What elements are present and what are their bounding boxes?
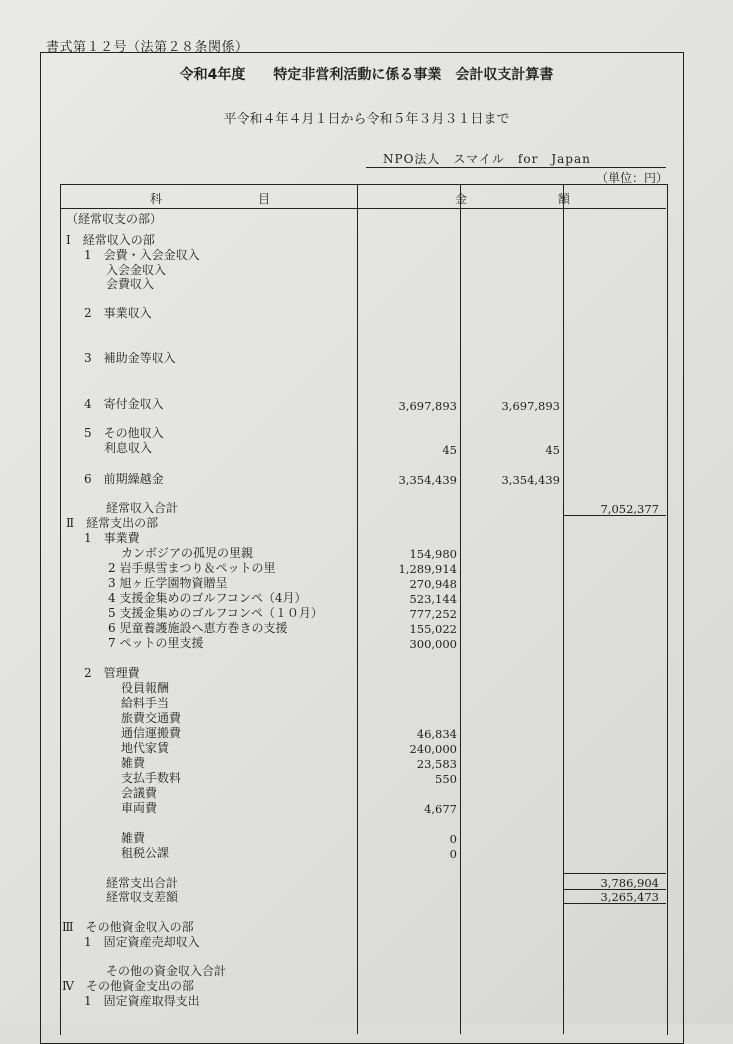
business-expense-amount: 523,144 xyxy=(409,592,457,606)
interest-amount-2: 45 xyxy=(545,443,560,457)
business-expense-label: 6 児童養護施設へ恵方巻きの支援 xyxy=(108,621,288,635)
misc-expense-amount: 0 xyxy=(449,832,457,846)
business-expense-amount: 300,000 xyxy=(409,637,457,651)
other-income-total-label: その他の資金収入合計 xyxy=(106,964,227,978)
income-item-interest: 利息収入 xyxy=(104,441,153,455)
header-divider xyxy=(60,208,666,209)
business-expense-label: 3 旭ヶ丘学園物資贈呈 xyxy=(108,576,228,590)
income-total-amount: 7,052,377 xyxy=(600,502,659,516)
income-heading: Ⅰ 経常収入の部 xyxy=(66,233,155,247)
donation-amount-1: 3,697,893 xyxy=(398,399,457,413)
expense-heading: Ⅱ 経常支出の部 xyxy=(66,516,159,530)
carryover-amount-2: 3,354,439 xyxy=(501,473,560,487)
other-expense-item: 1 固定資産取得支出 xyxy=(84,994,200,1008)
column-divider-amount-2 xyxy=(563,184,564,1034)
other-income-item: 1 固定資産売却収入 xyxy=(84,935,200,949)
admin-expense-label: 地代家賃 xyxy=(121,741,170,755)
interest-amount-1: 45 xyxy=(442,443,457,457)
business-expense-amount: 155,022 xyxy=(409,622,457,636)
misc-expense-label: 雑費 xyxy=(121,831,146,845)
business-expense-label: 5 支援金集めのゴルフコンペ（１０月） xyxy=(108,606,323,620)
admin-expense-label: 支払手数料 xyxy=(121,771,182,785)
business-expense-label: 7 ペットの里支援 xyxy=(108,636,204,650)
admin-expense-label: 旅費交通費 xyxy=(121,711,182,725)
organization-underline xyxy=(366,167,666,168)
admin-expense-amount: 46,834 xyxy=(416,727,457,741)
balance-underline xyxy=(563,903,666,904)
admin-expense-amount: 550 xyxy=(435,772,457,786)
column-divider-subject xyxy=(357,184,358,1034)
other-expense-heading: Ⅳ その他資金支出の部 xyxy=(62,979,194,993)
business-expense-label: 4 支援金集めのゴルフコンペ（4月） xyxy=(108,591,307,605)
business-expense-label: カンボジアの孤児の里親 xyxy=(121,546,254,560)
column-divider-amount-1 xyxy=(460,184,461,1034)
income-total-label: 経常収入合計 xyxy=(106,501,179,515)
income-item-subsidy: 3 補助金等収入 xyxy=(84,351,176,365)
misc-expense-label: 租税公課 xyxy=(121,846,170,860)
business-expense-label: 2 岩手県雪まつり＆ペットの里 xyxy=(108,561,276,575)
carryover-amount-1: 3,354,439 xyxy=(398,473,457,487)
admin-expense-label: 雑費 xyxy=(121,756,146,770)
admin-expense-amount: 240,000 xyxy=(409,742,457,756)
income-item-donation: 4 寄付金収入 xyxy=(84,397,164,411)
admin-expense-label: 役員報酬 xyxy=(121,681,170,695)
expense-total-topline xyxy=(563,873,666,874)
admin-expense-amount: 23,583 xyxy=(416,757,457,771)
expense-total-amount: 3,786,904 xyxy=(600,876,659,890)
header-amount-1: 金 xyxy=(455,192,468,206)
admin-expense-label: 車両費 xyxy=(121,801,158,815)
fiscal-period: 平令和４年４月１日から令和５年３月３１日まで xyxy=(223,112,510,127)
header-subject-2: 目 xyxy=(258,192,271,206)
document-title: 令和4年度 特定非営利活動に係る事業 会計収支計算書 xyxy=(179,67,554,83)
other-income-heading: Ⅲ その他資金収入の部 xyxy=(62,920,194,934)
income-item-entry-fee: 入会金収入 xyxy=(106,263,167,277)
expense-item-business: 1 事業費 xyxy=(84,531,140,545)
section-label: （経常収支の部） xyxy=(66,212,163,226)
income-item-carryover: 6 前期繰越金 xyxy=(84,472,164,486)
unit-label: （単位：円） xyxy=(596,171,669,185)
income-total-underline xyxy=(563,515,666,516)
admin-expense-label: 会議費 xyxy=(121,786,158,800)
form-number: 書式第１２号（法第２８条関係） xyxy=(46,40,249,55)
income-item-other: 5 その他収入 xyxy=(84,426,164,440)
business-expense-amount: 1,289,914 xyxy=(398,562,457,576)
misc-expense-amount: 0 xyxy=(449,847,457,861)
header-amount-2: 額 xyxy=(558,192,571,206)
income-item-membership: 1 会費・入会金収入 xyxy=(84,248,200,262)
balance-amount: 3,265,473 xyxy=(600,890,659,904)
admin-expense-label: 通信運搬費 xyxy=(121,726,182,740)
expense-item-admin: 2 管理費 xyxy=(84,666,140,680)
business-expense-amount: 154,980 xyxy=(409,547,457,561)
organization-name: NPO法人 スマイル for Japan xyxy=(383,152,591,166)
business-expense-amount: 270,948 xyxy=(409,577,457,591)
admin-expense-label: 給料手当 xyxy=(121,696,170,710)
donation-amount-2: 3,697,893 xyxy=(501,399,560,413)
header-subject-1: 科 xyxy=(150,192,163,206)
balance-label: 経常収支差額 xyxy=(106,890,179,904)
income-item-membership-fee: 会費収入 xyxy=(106,277,155,291)
income-item-business: 2 事業収入 xyxy=(84,306,152,320)
business-expense-amount: 777,252 xyxy=(409,607,457,621)
expense-total-label: 経常支出合計 xyxy=(106,876,179,890)
admin-expense-amount: 4,677 xyxy=(424,802,457,816)
